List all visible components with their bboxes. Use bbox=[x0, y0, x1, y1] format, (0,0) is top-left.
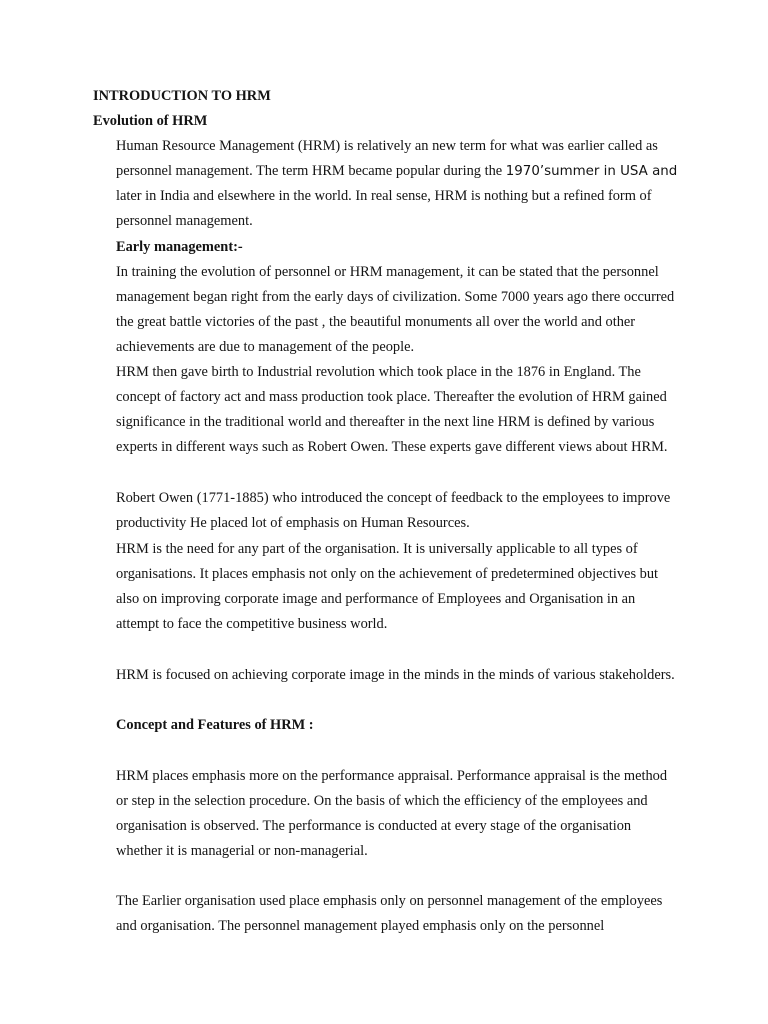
paragraph-line: and organisation. The personnel management played emphasis only on the personnel bbox=[116, 918, 605, 934]
paragraph-line: personnel management. bbox=[116, 213, 253, 229]
paragraph-line: productivity He placed lot of emphasis on Human Resources. bbox=[116, 515, 470, 531]
paragraph-line: attempt to face the competitive business world. bbox=[116, 616, 388, 632]
paragraph-line: organisations. It places emphasis not only on the achievement of predetermined objectives but bbox=[116, 566, 659, 582]
text-run: personnel management. The term HRM became popular during the bbox=[116, 163, 506, 179]
paragraph-line: Human Resource Management (HRM) is relatively an new term for what was earlier called as bbox=[116, 138, 658, 154]
paragraph-line: concept of factory act and mass production took place. Thereafter the evolution of HRM gained bbox=[116, 389, 667, 405]
paragraph-line bbox=[116, 162, 677, 181]
paragraph-line: experts in different ways such as Robert Owen. These experts gave different views about HRM. bbox=[116, 439, 668, 455]
paragraph-line: management began right from the early days of civilization. Some 7000 years ago there occurred bbox=[116, 289, 675, 305]
paragraph-line: achievements are due to management of the people. bbox=[116, 339, 415, 355]
paragraph-line: HRM places emphasis more on the performance appraisal. Performance appraisal is the method bbox=[116, 768, 668, 784]
text-run-sans: 1970’summer in USA and bbox=[505, 164, 678, 179]
paragraph-line: whether it is managerial or non-managerial. bbox=[116, 843, 368, 859]
paragraph-line: or step in the selection procedure. On the basis of which the efficiency of the employees and bbox=[116, 793, 648, 809]
paragraph-line: In training the evolution of personnel or HRM management, it can be stated that the personnel bbox=[116, 264, 659, 280]
paragraph-line: significance in the traditional world and thereafter in the next line HRM is defined by various bbox=[116, 414, 655, 430]
document-title: INTRODUCTION TO HRM bbox=[93, 88, 271, 104]
paragraph-line: later in India and elsewhere in the world. In real sense, HRM is nothing but a refined form of bbox=[116, 188, 652, 204]
section-heading-evolution: Evolution of HRM bbox=[93, 113, 208, 129]
subheading-early-management: Early management:- bbox=[116, 239, 243, 255]
paragraph-line: also on improving corporate image and performance of Employees and Organisation in an bbox=[116, 591, 636, 607]
paragraph-line: the great battle victories of the past , the beautiful monuments all over the world and other bbox=[116, 314, 636, 330]
paragraph-line: organisation is observed. The performance is conducted at every stage of the organisation bbox=[116, 818, 632, 834]
paragraph-line: HRM is focused on achieving corporate image in the minds in the minds of various stakeholders. bbox=[116, 667, 675, 683]
paragraph-line: HRM is the need for any part of the organisation. It is universally applicable to all types of bbox=[116, 541, 638, 557]
subheading-concept-features: Concept and Features of HRM : bbox=[116, 717, 314, 733]
paragraph-line: HRM then gave birth to Industrial revolution which took place in the 1876 in England. The bbox=[116, 364, 641, 380]
paragraph-line: Robert Owen (1771-1885) who introduced the concept of feedback to the employees to improve bbox=[116, 490, 671, 506]
paragraph-line: The Earlier organisation used place emphasis only on personnel management of the employees bbox=[116, 893, 663, 909]
